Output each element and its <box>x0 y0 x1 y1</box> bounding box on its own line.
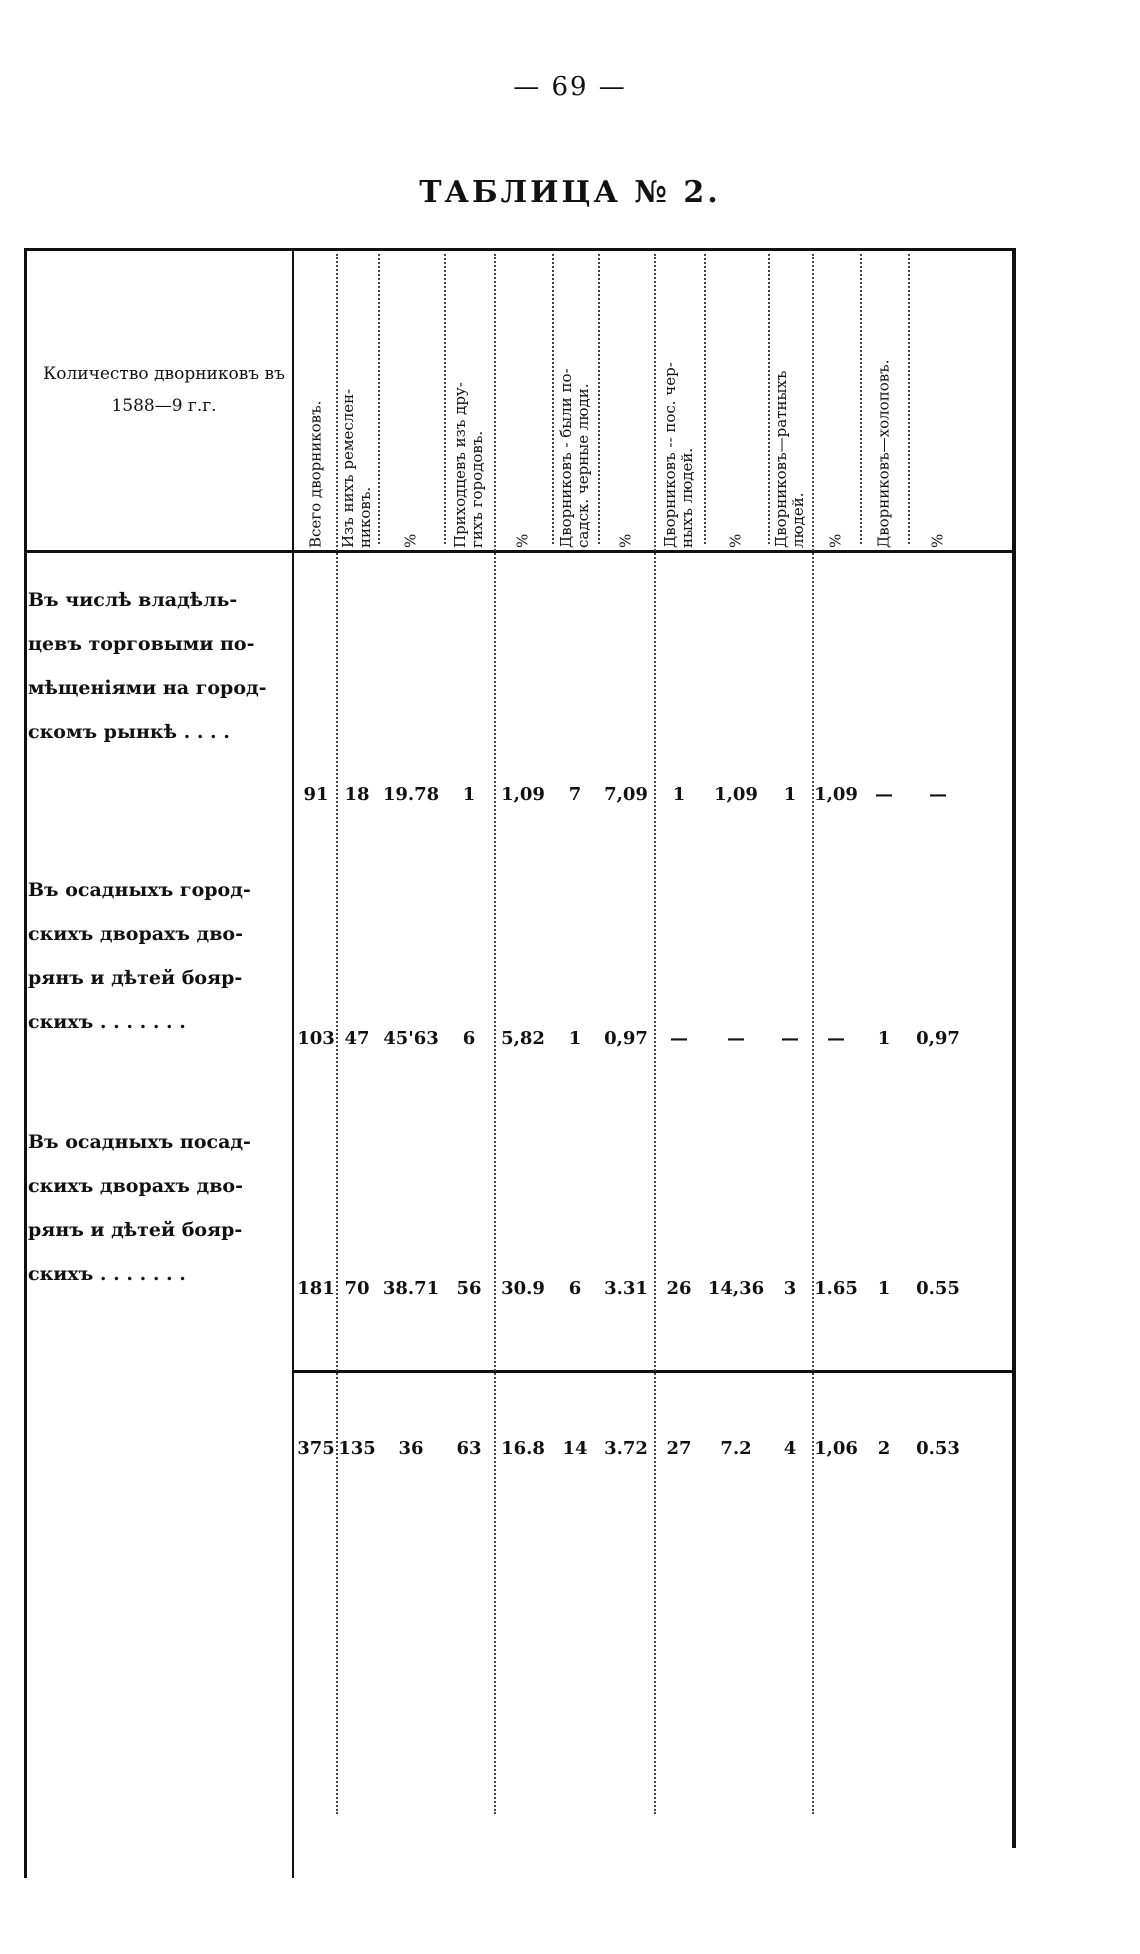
column-header-12 <box>921 258 955 548</box>
row-label-line: рянъ и дѣтей бояр- <box>28 967 243 989</box>
cell-row1-col11: 1 <box>877 1028 891 1049</box>
cell-row0-col10: 1,09 <box>814 784 858 805</box>
cell-row2-col3: 56 <box>456 1278 482 1299</box>
table-title: ТАБЛИЦА № 2. <box>419 175 721 210</box>
column-header-text: % <box>726 533 745 548</box>
cell-row2-col0: 181 <box>297 1278 335 1299</box>
column-header-9 <box>773 258 807 548</box>
cell-row2-col8: 14,36 <box>707 1278 765 1299</box>
row-label-line: скихъ дворахъ дво- <box>28 923 243 945</box>
cell-row1-col1: 47 <box>344 1028 370 1049</box>
total-col0: 375 <box>297 1438 335 1459</box>
column-divider <box>704 254 706 544</box>
label-column-border <box>292 248 294 1878</box>
row-label-line: Въ числѣ владѣль- <box>28 589 238 611</box>
row-2-label <box>28 1120 296 1296</box>
column-header-text: Приходцевъ изъ дру- гихъ городовъ. <box>451 382 486 548</box>
cell-row1-col10: — <box>827 1028 845 1049</box>
row-label-line: рянъ и дѣтей бояр- <box>28 1219 243 1241</box>
column-divider <box>444 254 446 544</box>
cell-row2-col6: 3.31 <box>604 1278 648 1299</box>
column-header-10 <box>819 258 853 548</box>
cell-row1-col6: 0,97 <box>604 1028 648 1049</box>
page-number: — 69 — <box>513 72 627 102</box>
table-right-border <box>1012 248 1016 1848</box>
column-divider <box>908 254 910 544</box>
column-header-text: % <box>513 533 532 548</box>
row-0-label <box>28 578 296 754</box>
row-1-label <box>28 868 296 1044</box>
column-header-8 <box>719 258 753 548</box>
header-bottom-border <box>24 550 1014 553</box>
total-col5: 14 <box>562 1438 588 1459</box>
cell-row2-col12: 0.55 <box>916 1278 960 1299</box>
total-col8: 7.2 <box>720 1438 752 1459</box>
column-header-0 <box>299 258 333 548</box>
column-header-2 <box>394 258 428 548</box>
column-header-text: Дворниковъ -- пос. чер- ныхъ людей. <box>661 362 696 548</box>
cell-row2-col11: 1 <box>877 1278 891 1299</box>
column-divider <box>860 254 862 544</box>
cell-row0-col4: 1,09 <box>501 784 545 805</box>
corner-header: Количество дворниковъ въ 1588—9 г.г. <box>43 364 285 416</box>
cell-row1-col3: 6 <box>462 1028 476 1049</box>
total-col7: 27 <box>666 1438 692 1459</box>
column-header-3 <box>452 258 486 548</box>
column-header-text: Дворниковъ—холоповъ. <box>874 359 893 548</box>
cell-row0-col9: 1 <box>783 784 797 805</box>
total-col1: 135 <box>338 1438 376 1459</box>
statistics-table <box>24 248 1016 1878</box>
cell-row2-col7: 26 <box>666 1278 692 1299</box>
column-header-6 <box>609 258 643 548</box>
cell-row1-col5: 1 <box>568 1028 582 1049</box>
row-label-line: скихъ дворахъ дво- <box>28 1175 243 1197</box>
row-label-line: скихъ . . . . . . . <box>28 1011 186 1033</box>
row-label-line: Въ осадныхъ город- <box>28 879 251 901</box>
column-divider <box>552 254 554 544</box>
cell-row0-col7: 1 <box>672 784 686 805</box>
totals-separator <box>292 1370 1014 1373</box>
column-header-text: Всего дворниковъ. <box>306 400 325 548</box>
column-header-text: Дворниковъ - были по- садск. черные люди. <box>557 368 592 548</box>
row-label-line: Въ осадныхъ посад- <box>28 1131 251 1153</box>
total-col6: 3.72 <box>604 1438 648 1459</box>
cell-row2-col1: 70 <box>344 1278 370 1299</box>
table-left-border <box>24 248 27 1878</box>
cell-row2-col9: 3 <box>783 1278 797 1299</box>
cell-row2-col5: 6 <box>568 1278 582 1299</box>
cell-row0-col0: 91 <box>303 784 329 805</box>
column-header-7 <box>662 258 696 548</box>
column-divider <box>768 254 770 544</box>
column-header-1 <box>340 258 374 548</box>
row-label-line: скихъ . . . . . . . <box>28 1263 186 1285</box>
column-header-5 <box>558 258 592 548</box>
column-header-text: Изъ нихъ ремеслен- никовъ. <box>339 388 374 548</box>
cell-row0-col12: — <box>929 784 947 805</box>
column-header-11 <box>867 258 901 548</box>
cell-row2-col4: 30.9 <box>501 1278 545 1299</box>
cell-row0-col1: 18 <box>344 784 370 805</box>
cell-row1-col2: 45'63 <box>383 1028 439 1049</box>
total-col10: 1,06 <box>814 1438 858 1459</box>
column-header-4 <box>506 258 540 548</box>
column-header-text: % <box>928 533 947 548</box>
cell-row2-col10: 1.65 <box>814 1278 858 1299</box>
cell-row0-col6: 7,09 <box>604 784 648 805</box>
total-col12: 0.53 <box>916 1438 960 1459</box>
total-col3: 63 <box>456 1438 482 1459</box>
row-label-line: мѣщеніями на город- <box>28 677 267 699</box>
total-col2: 36 <box>398 1438 424 1459</box>
column-divider <box>378 254 380 544</box>
total-col9: 4 <box>783 1438 797 1459</box>
cell-row0-col3: 1 <box>462 784 476 805</box>
cell-row1-col9: — <box>781 1028 799 1049</box>
cell-row2-col2: 38.71 <box>382 1278 440 1299</box>
table-top-border <box>24 248 1014 251</box>
cell-row1-col8: — <box>727 1028 745 1049</box>
column-header-text: Дворниковъ—ратныхъ людей. <box>772 370 807 548</box>
column-divider <box>598 254 600 544</box>
column-header-text: % <box>616 533 635 548</box>
row-label-line: цевъ торговыми по- <box>28 633 255 655</box>
column-header-text: % <box>826 533 845 548</box>
column-header-text: % <box>401 533 420 548</box>
total-col4: 16.8 <box>501 1438 545 1459</box>
cell-row0-col11: — <box>875 784 893 805</box>
cell-row0-col2: 19.78 <box>382 784 440 805</box>
total-col11: 2 <box>877 1438 891 1459</box>
cell-row1-col4: 5,82 <box>501 1028 545 1049</box>
cell-row0-col8: 1,09 <box>714 784 758 805</box>
cell-row1-col7: — <box>670 1028 688 1049</box>
cell-row1-col12: 0,97 <box>916 1028 960 1049</box>
cell-row0-col5: 7 <box>568 784 582 805</box>
row-label-line: скомъ рынкѣ . . . . <box>28 721 230 743</box>
cell-row1-col0: 103 <box>297 1028 335 1049</box>
